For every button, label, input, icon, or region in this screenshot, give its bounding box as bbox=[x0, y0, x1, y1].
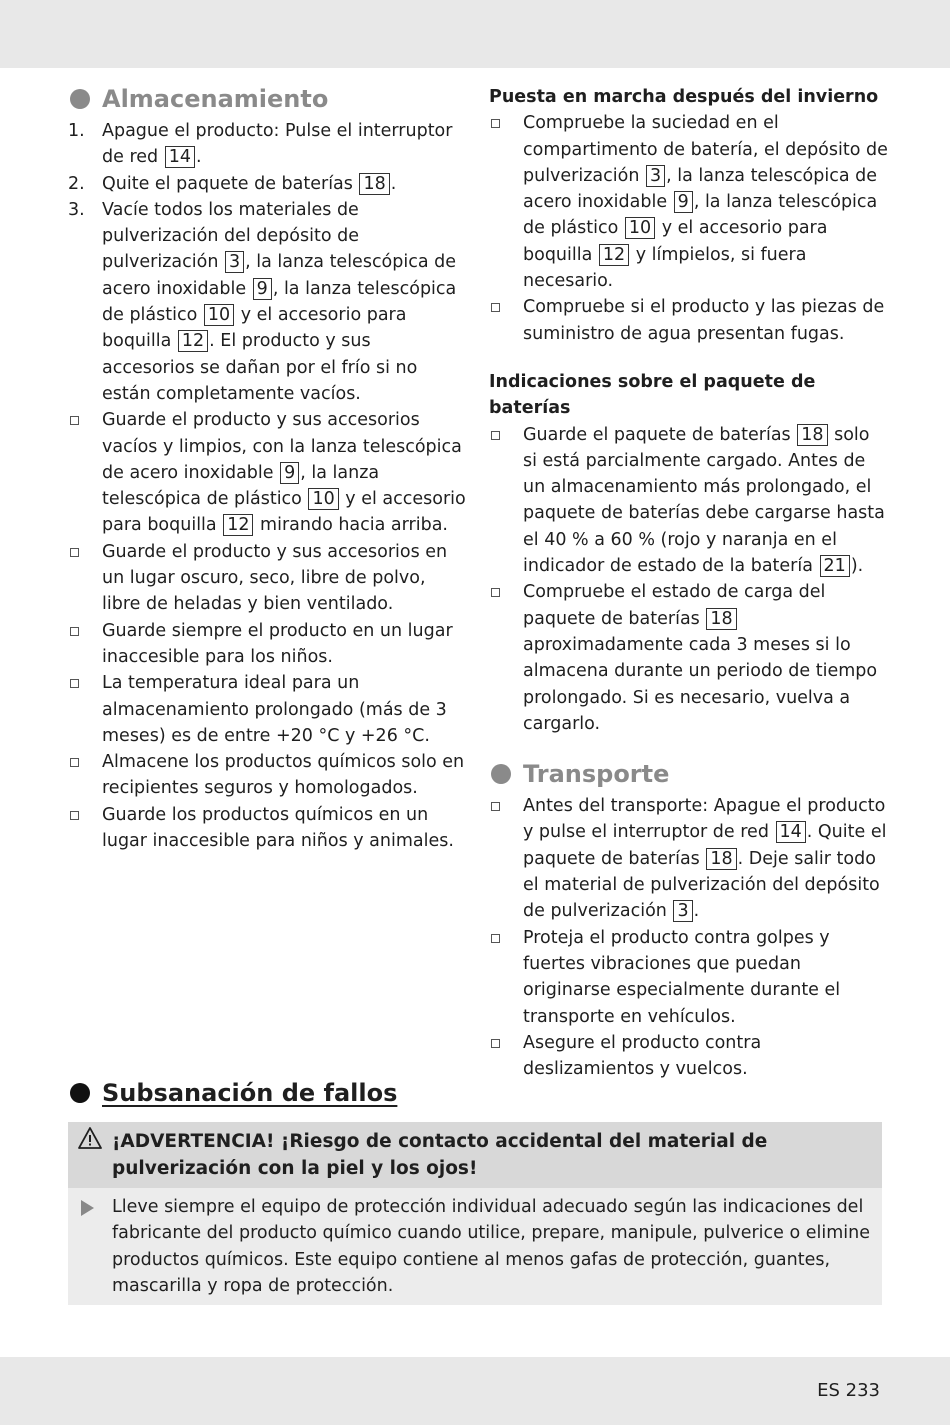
part-reference-number: 9 bbox=[280, 462, 299, 484]
list-item bbox=[68, 670, 468, 749]
header-band bbox=[0, 0, 950, 68]
part-reference-number: 18 bbox=[706, 608, 736, 630]
checkbox-bullet-icon bbox=[70, 627, 79, 636]
item-text: . El producto y sus accesorios se dañan por el frío si no están completamente vacíos. bbox=[102, 331, 418, 404]
item-text: Guarde el producto y sus accesorios vacíos y limpios, con la lanza telescópica de acero inoxidable bbox=[102, 410, 462, 483]
list-item bbox=[489, 110, 889, 294]
item-text: La temperatura ideal para un almacenamiento prolongado (más de 3 meses) es de entre +20 °C y +26 °C. bbox=[102, 673, 447, 746]
checkbox-bullet-icon bbox=[491, 802, 500, 811]
list-item bbox=[68, 171, 468, 197]
item-text: . Quite el paquete de baterías bbox=[523, 822, 887, 869]
list-item bbox=[68, 539, 468, 618]
warning-text: Lleve siempre el equipo de protección individual adecuado según las indicaciones del fabricante del producto químico cuando utilice, prepare, manipule, pulverice o elimine productos químicos. Este equipo contiene al menos gafas de protección, guantes, mascarilla y ropa de protección. bbox=[112, 1197, 870, 1296]
storage-bullets-list bbox=[68, 407, 468, 854]
list-item bbox=[68, 749, 468, 802]
part-reference-number: 21 bbox=[820, 555, 850, 577]
item-text: y el accesorio para boquilla bbox=[102, 305, 407, 352]
part-reference-number: 10 bbox=[308, 488, 338, 510]
checkbox-bullet-icon bbox=[491, 934, 500, 943]
storage-steps-list bbox=[68, 118, 468, 407]
item-text: Compruebe el estado de carga del paquete de baterías bbox=[523, 582, 826, 629]
part-reference-number: 3 bbox=[225, 251, 244, 273]
step-number: 3. bbox=[68, 199, 85, 220]
item-text: , la lanza telescópica de plástico bbox=[523, 192, 878, 239]
storage-title: Almacenamiento bbox=[102, 85, 329, 113]
arrow-right-icon bbox=[81, 1200, 94, 1216]
item-text: aproximadamente cada 3 meses si lo almacena durante un periodo de tiempo prolongado. Si es necesario, vuelva a cargarlo. bbox=[523, 634, 878, 734]
part-reference-number: 14 bbox=[165, 146, 195, 168]
checkbox-bullet-icon bbox=[491, 303, 500, 312]
transport-bullets-list bbox=[489, 793, 889, 1082]
item-text: ). bbox=[850, 556, 864, 577]
list-item bbox=[489, 579, 889, 737]
item-text: . bbox=[693, 901, 700, 922]
list-item bbox=[68, 618, 468, 671]
step-number: 1. bbox=[68, 121, 85, 141]
step-number: 2. bbox=[68, 173, 85, 194]
item-text: . bbox=[390, 173, 397, 194]
item-text: Guarde el producto y sus accesorios en un lugar oscuro, seco, libre de polvo, libre de heladas y bien ventilado. bbox=[102, 541, 448, 615]
item-text: Proteja el producto contra golpes y fuertes vibraciones que puedan originarse especialmente durante el transporte en vehículos. bbox=[523, 927, 841, 1027]
left-column bbox=[68, 84, 468, 854]
part-reference-number: 18 bbox=[359, 173, 389, 195]
list-item bbox=[489, 422, 889, 580]
part-reference-number: 14 bbox=[776, 821, 806, 843]
item-text: . bbox=[195, 147, 202, 168]
part-reference-number: 18 bbox=[797, 424, 827, 446]
checkbox-bullet-icon bbox=[70, 811, 79, 820]
section-bullet-icon bbox=[70, 89, 90, 109]
part-reference-number: 12 bbox=[599, 244, 629, 266]
warning-title: ¡ADVERTENCIA! ¡Riesgo de contacto accidental del material de pulverización con la piel y los ojos! bbox=[112, 1131, 768, 1179]
part-reference-number: 9 bbox=[253, 278, 272, 300]
list-item bbox=[68, 118, 468, 171]
item-text: Compruebe si el producto y las piezas de suministro de agua presentan fugas. bbox=[523, 297, 885, 344]
item-text: Antes del transporte: Apague el producto y pulse el interruptor de red bbox=[523, 796, 886, 843]
right-column bbox=[489, 84, 889, 1082]
item-text: Almacene los productos químicos solo en recipientes seguros y homologados. bbox=[102, 752, 465, 799]
part-reference-number: 3 bbox=[646, 165, 665, 187]
transport-title: Transporte bbox=[523, 760, 670, 789]
part-reference-number: 18 bbox=[706, 848, 736, 870]
troubleshooting-section bbox=[68, 1078, 882, 1305]
battery-heading: Indicaciones sobre el paquete de baterías bbox=[489, 371, 816, 419]
item-text: Quite el paquete de baterías bbox=[102, 173, 359, 194]
warning-triangle-icon bbox=[78, 1126, 102, 1150]
item-text: Apague el producto: Pulse el interruptor de red bbox=[102, 121, 453, 168]
part-reference-number: 10 bbox=[204, 304, 234, 326]
item-text: Vacíe todos los materiales de pulverización del depósito de pulverización bbox=[102, 199, 359, 273]
item-text: y el accesorio para boquilla bbox=[102, 489, 466, 536]
item-text: . Deje salir todo el material de pulverización del depósito de pulverización bbox=[523, 848, 880, 922]
page-number: ES 233 bbox=[817, 1380, 880, 1401]
part-reference-number: 9 bbox=[674, 191, 693, 213]
item-text: Asegure el producto contra deslizamientos y vuelcos. bbox=[523, 1032, 762, 1080]
item-text: Guarde los productos químicos en un lugar inaccesible para niños y animales. bbox=[102, 804, 454, 852]
checkbox-bullet-icon bbox=[491, 588, 500, 597]
transport-heading bbox=[489, 759, 889, 789]
troubleshooting-title: Subsanación de fallos bbox=[102, 1079, 398, 1107]
battery-bullets-list bbox=[489, 422, 889, 738]
winter-bullets-list bbox=[489, 110, 889, 347]
item-text: Guarde el paquete de baterías bbox=[523, 424, 797, 445]
item-text: y límpielos, si fuera necesario. bbox=[523, 244, 807, 292]
item-text: Guarde siempre el producto en un lugar inaccesible para los niños. bbox=[102, 620, 453, 667]
checkbox-bullet-icon bbox=[70, 679, 79, 688]
item-text: , la lanza telescópica de plástico bbox=[102, 278, 457, 326]
checkbox-bullet-icon bbox=[70, 758, 79, 767]
item-text: , la lanza telescópica de plástico bbox=[102, 462, 380, 510]
checkbox-bullet-icon bbox=[491, 119, 500, 128]
list-item bbox=[489, 925, 889, 1030]
checkbox-bullet-icon bbox=[491, 431, 500, 440]
list-item bbox=[68, 407, 468, 538]
troubleshooting-heading bbox=[68, 1078, 882, 1108]
footer-band bbox=[0, 1357, 950, 1425]
item-text: solo si está parcialmente cargado. Antes de un almacenamiento más prolongado, el paquete de baterías debe cargarse hasta el 40 % a 60 % (rojo y naranja en el indicador de estado de la batería bbox=[523, 424, 885, 577]
list-item bbox=[489, 294, 889, 347]
item-text: Compruebe la suciedad en el compartimento de batería, el depósito de pulverización bbox=[523, 113, 888, 186]
list-item bbox=[489, 793, 889, 924]
checkbox-bullet-icon bbox=[70, 416, 79, 425]
list-item bbox=[68, 802, 468, 855]
winter-heading: Puesta en marcha después del invierno bbox=[489, 87, 879, 107]
checkbox-bullet-icon bbox=[70, 548, 79, 557]
item-text: y el accesorio para boquilla bbox=[523, 218, 828, 265]
storage-heading bbox=[68, 84, 468, 114]
item-text: , la lanza telescópica de acero inoxidable bbox=[523, 165, 878, 213]
section-bullet-icon bbox=[491, 764, 511, 784]
checkbox-bullet-icon bbox=[491, 1039, 500, 1048]
part-reference-number: 12 bbox=[223, 514, 253, 536]
part-reference-number: 3 bbox=[673, 900, 692, 922]
section-bullet-icon bbox=[70, 1083, 90, 1103]
item-text: mirando hacia arriba. bbox=[254, 515, 448, 536]
part-reference-number: 10 bbox=[625, 217, 655, 239]
part-reference-number: 12 bbox=[178, 330, 208, 352]
list-item bbox=[489, 1030, 889, 1083]
warning-body bbox=[68, 1188, 882, 1305]
item-text: , la lanza telescópica de acero inoxidable bbox=[102, 252, 457, 299]
list-item bbox=[68, 197, 468, 407]
warning-header bbox=[68, 1122, 882, 1188]
